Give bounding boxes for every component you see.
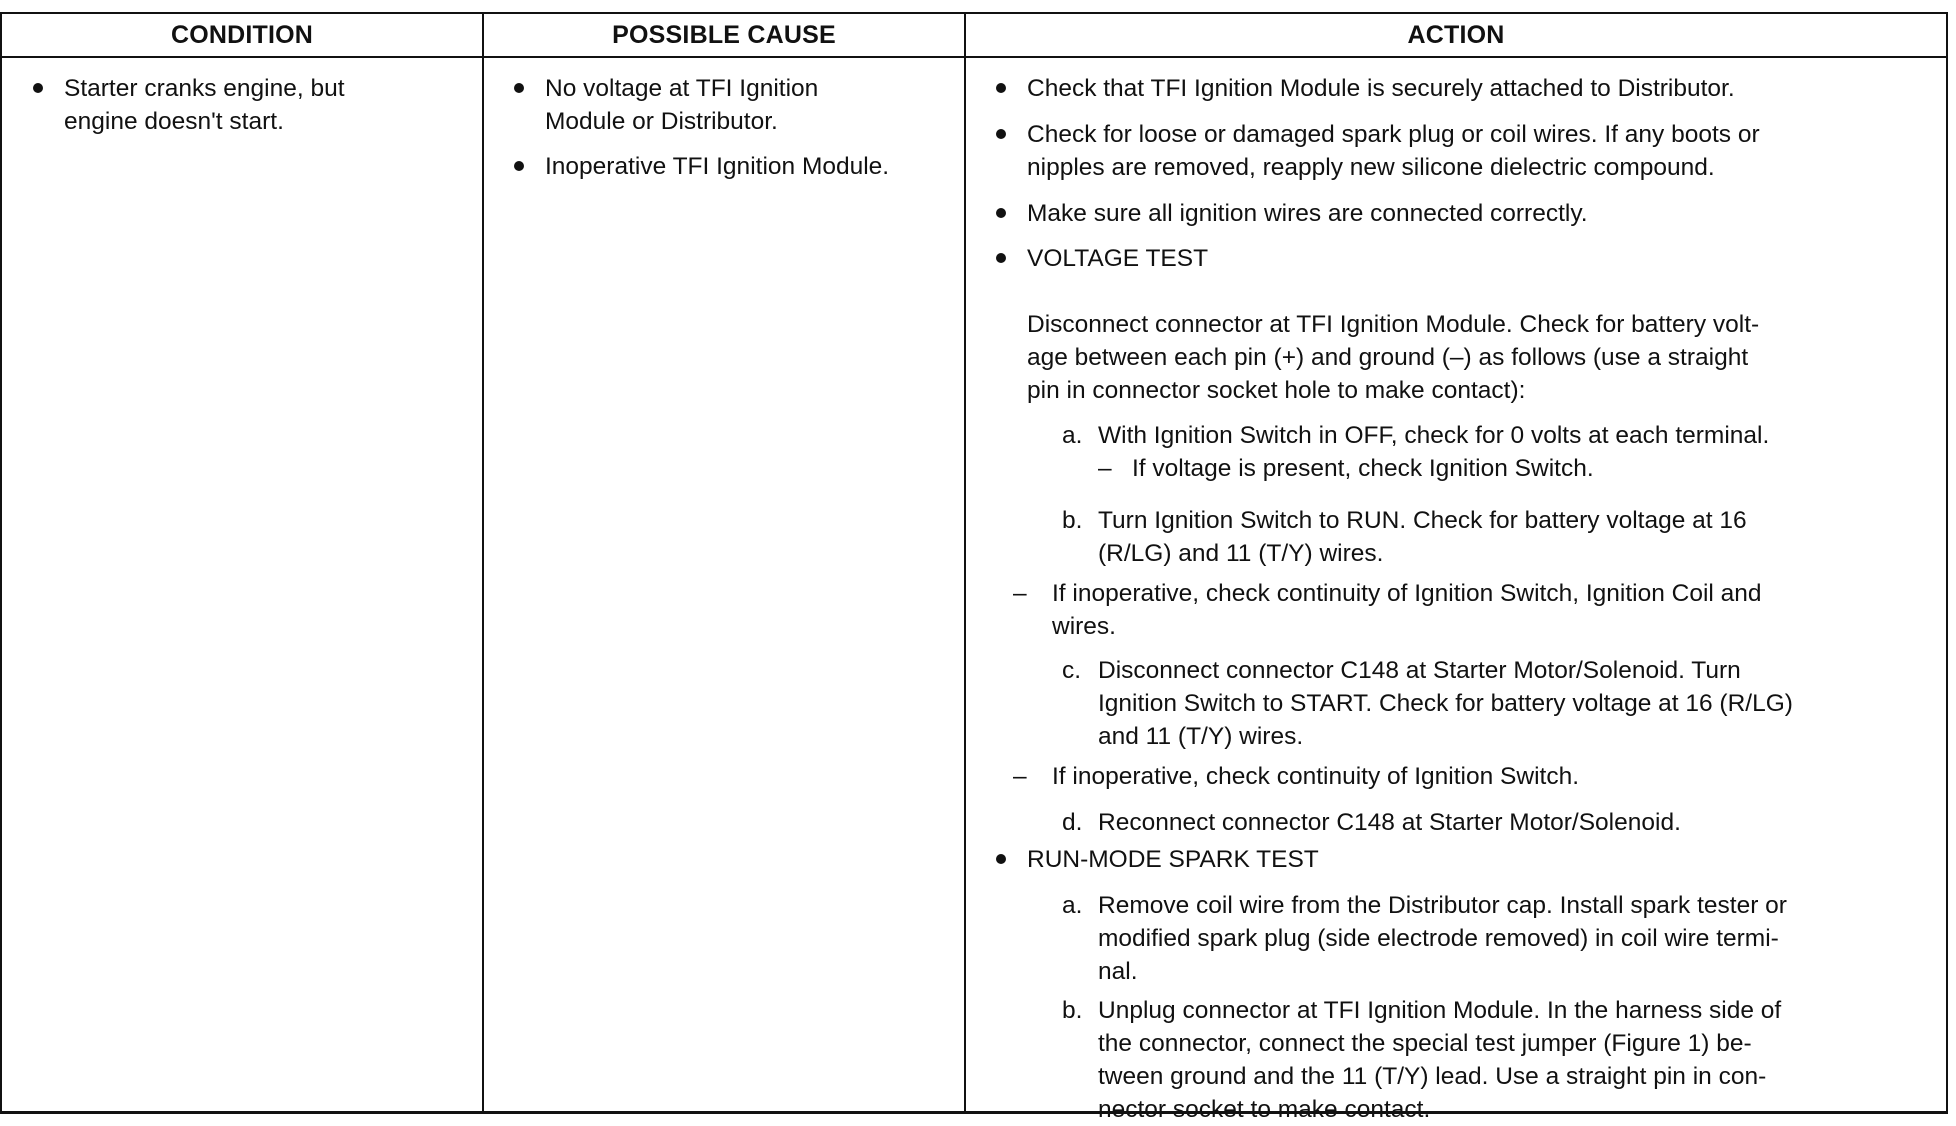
spark-a-letter: a. xyxy=(1062,892,1083,919)
column-divider-1 xyxy=(482,14,484,1111)
step-c-note-dash: – xyxy=(1013,763,1027,790)
spark-a-line-3: nal. xyxy=(1098,958,1138,985)
step-a-line-2: If voltage is present, check Ignition Switch. xyxy=(1132,455,1594,482)
action-2-line-1: Check for loose or damaged spark plug or coil wires. If any boots or xyxy=(1027,121,1760,148)
cause-item-no-voltage xyxy=(507,72,957,138)
action-2-line-2: nipples are removed, reapply new silicone dielectric compound. xyxy=(1027,154,1715,181)
spark-b-letter: b. xyxy=(1062,997,1083,1024)
step-c-letter: c. xyxy=(1062,657,1082,684)
spark-b-line-3: tween ground and the 11 (T/Y) lead. Use a straight pin in con- xyxy=(1098,1063,1767,1090)
voltage-step-b xyxy=(989,504,1939,570)
step-b-note-dash: – xyxy=(1013,580,1027,607)
step-b-line-1: Turn Ignition Switch to RUN. Check for battery voltage at 16 xyxy=(1098,507,1747,534)
step-d-letter: d. xyxy=(1062,809,1083,836)
voltage-step-c xyxy=(989,654,1939,753)
voltage-step-d xyxy=(989,806,1939,839)
voltage-intro-line-1: Disconnect connector at TFI Ignition Module. Check for battery volt- xyxy=(1027,311,1760,338)
spark-b-line-4: nector socket to make contact. xyxy=(1098,1096,1431,1123)
voltage-step-c-note xyxy=(989,760,1939,793)
spark-b-line-1: Unplug connector at TFI Ignition Module. In the harness side of xyxy=(1098,997,1782,1024)
troubleshooting-table xyxy=(0,12,1948,1123)
step-a-dash: – xyxy=(1098,455,1112,482)
voltage-test-intro xyxy=(989,308,1939,407)
spark-a-line-2: modified spark plug (side electrode removed) in coil wire termi- xyxy=(1098,925,1779,952)
possible-cause-header: POSSIBLE CAUSE xyxy=(612,21,836,49)
step-b-letter: b. xyxy=(1062,507,1083,534)
spark-step-a xyxy=(989,889,1939,988)
step-d-line-1: Reconnect connector C148 at Starter Motor/Solenoid. xyxy=(1098,809,1681,836)
spark-test-title: RUN-MODE SPARK TEST xyxy=(1027,846,1319,873)
step-b-note-line-2: wires. xyxy=(1052,613,1116,640)
column-divider-2 xyxy=(964,14,966,1111)
condition-item xyxy=(26,72,466,138)
cause-item-inoperative-module xyxy=(507,150,957,183)
voltage-step-b-note xyxy=(989,577,1939,643)
action-item-connections xyxy=(989,197,1939,230)
action-header: ACTION xyxy=(1407,21,1505,49)
step-c-line-3: and 11 (T/Y) wires. xyxy=(1098,723,1304,750)
voltage-test-title-item xyxy=(989,242,1939,275)
action-cell xyxy=(989,14,1939,1123)
spark-a-line-1: Remove coil wire from the Distributor cap. Install spark tester or xyxy=(1098,892,1787,919)
voltage-intro-line-3: pin in connector socket hole to make contact): xyxy=(1027,377,1526,404)
condition-header: CONDITION xyxy=(170,21,314,49)
condition-line-2: engine doesn't start. xyxy=(64,108,284,135)
action-item-check-module xyxy=(989,72,1939,105)
voltage-step-a xyxy=(989,419,1939,485)
step-a-line-1: With Ignition Switch in OFF, check for 0 volts at each terminal. xyxy=(1098,422,1770,449)
cause-1-line-1: No voltage at TFI Ignition xyxy=(545,75,819,102)
cause-2-text: Inoperative TFI Ignition Module. xyxy=(545,153,890,180)
spark-test-title-item xyxy=(989,843,1939,876)
voltage-test-title: VOLTAGE TEST xyxy=(1027,245,1209,272)
condition-cell xyxy=(26,72,466,138)
action-3-text: Make sure all ignition wires are connected correctly. xyxy=(1027,200,1588,227)
step-b-line-2: (R/LG) and 11 (T/Y) wires. xyxy=(1098,540,1384,567)
step-a-letter: a. xyxy=(1062,422,1083,449)
condition-line-1: Starter cranks engine, but xyxy=(64,75,345,102)
spark-step-b xyxy=(989,994,1939,1126)
step-b-note-line-1: If inoperative, check continuity of Ignition Switch, Ignition Coil and xyxy=(1052,580,1762,607)
cause-1-line-2: Module or Distributor. xyxy=(545,108,778,135)
step-c-line-2: Ignition Switch to START. Check for battery voltage at 16 (R/LG) xyxy=(1098,690,1793,717)
spark-b-line-2: the connector, connect the special test jumper (Figure 1) be- xyxy=(1098,1030,1752,1057)
step-c-line-1: Disconnect connector C148 at Starter Motor/Solenoid. Turn xyxy=(1098,657,1741,684)
cause-cell xyxy=(507,72,957,183)
action-1-text: Check that TFI Ignition Module is securely attached to Distributor. xyxy=(1027,75,1735,102)
action-item-check-wires xyxy=(989,118,1939,184)
step-c-note-text: If inoperative, check continuity of Ignition Switch. xyxy=(1052,763,1580,790)
voltage-intro-line-2: age between each pin (+) and ground (–) as follows (use a straight xyxy=(1027,344,1749,371)
